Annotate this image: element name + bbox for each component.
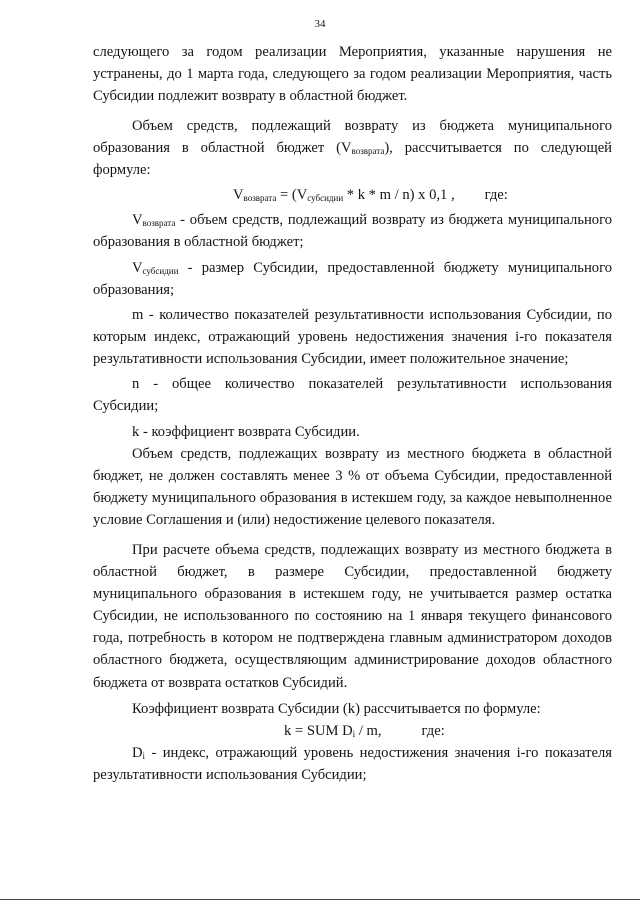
definition-v-return: $V_{возврата}$ - объем средств, подлежащий возврату из бюджета муниципального образования в областной бюджет; [93,211,612,250]
definition-k: k - коэффициент возврата Субсидии. [132,423,360,440]
formula-where: где: [484,186,508,203]
paragraph-continuation: следующего за годом реализации Мероприятия, указанные нарушения не устранены, до 1 марта года, следующего за годом реализации Мероприятия, часть Субсидии подлежит возврату в областной бюджет. [93,44,612,105]
document-body [93,41,612,786]
definition-m: m - количество показателей результативности использования Субсидии, по которым индекс, отражающий уровень недостижения значения i-го показателя результативности использования Субсидии, имеет положительное значение; [93,307,612,368]
definition-v-subsidy: $V_{субсидии}$ - размер Субсидии, предоставленной бюджету муниципального образования; [93,259,612,298]
definition-di: $D_i$ - индекс, отражающий уровень недостижения значения i-го показателя результативности использования Субсидии; [93,744,612,783]
subscript: возврата [351,146,385,157]
page-bottom-rule [0,899,640,900]
formula-where: где: [421,722,445,739]
formula-return: $V_{возврата} = (V_{субсидии} * k * m / n)$ x 0,1 , где: [233,186,508,203]
definition-n: n - общее количество показателей результативности использования Субсидии; [93,376,612,415]
paragraph-return-volume: Объем средств, подлежащий возврату из бюджета муниципального образования в областной бюджет $(V_{возврата})$, рассчитывается по следующей формуле: [93,118,612,179]
paragraph-coefficient-intro: Коэффициент возврата Субсидии (k) рассчитывается по формуле: [132,700,541,717]
formula-coefficient: k = SUM $D_i$ / m, где: [284,722,445,739]
page-number: 34 [314,18,326,30]
paragraph-minimum-return: Объем средств, подлежащих возврату из местного бюджета в областной бюджет, не должен составлять менее 3 % от объема Субсидии, предоставленной бюджету муниципального образования в истекшем году, за каждое невыполненное условие Соглашения и (или) недостижение целевого показателя. [93,445,612,528]
paragraph-calculation-rules: При расчете объема средств, подлежащих возврату из местного бюджета в областной бюджет, в размере Субсидии, предоставленной бюджету муниципального образования в истекшем году, не учитывается размер остатка Субсидии, не использованного по состоянию на 1 января текущего финансового года, потребность в котором не подтверждена главным администратором доходов областного бюджета, осуществляющим администрирование доходов областного бюджета от возврата остатков Субсидий. [93,541,612,691]
